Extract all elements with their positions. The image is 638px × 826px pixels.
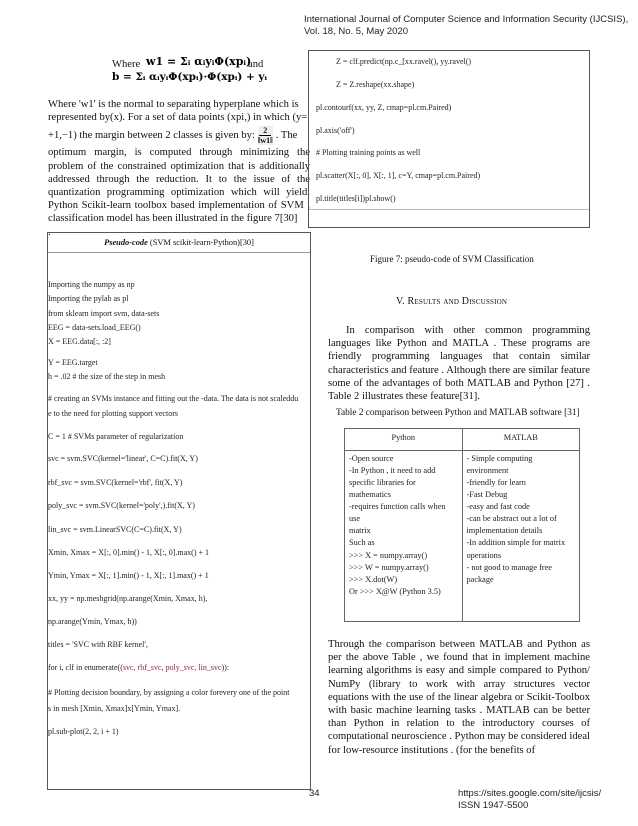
- code-text: )):: [221, 663, 230, 672]
- footer-url: https://sites.google.com/site/ijcsis/: [458, 788, 602, 799]
- code-line: X = EEG.data[:, :2]: [48, 337, 111, 346]
- code-line: xx, yy = np.meshgrid(np.arange(Xmin, Xmax, h),: [48, 594, 208, 603]
- python-line: Such as: [349, 538, 375, 548]
- code-line: # creating an SVMs instance and fitting out the -data. The data is not scaleddu: [48, 394, 299, 403]
- comparison-table: [344, 428, 580, 622]
- code-line-enumerate: [48, 662, 229, 673]
- code-line: poly_svc = svm.SVC(kernel='poly',).fit(X, Y): [48, 501, 195, 510]
- matlab-line: operations: [466, 550, 502, 560]
- equation-w1: w1 = Σᵢ αᵢyᵢΦ(xpᵢ): [146, 55, 252, 68]
- and-label: and: [248, 59, 264, 70]
- python-line: >>> W = numpy.array(): [349, 562, 429, 572]
- table-header-matlab: MATLAB: [462, 429, 580, 451]
- python-line: matrix: [349, 526, 371, 536]
- footer-info: [458, 788, 601, 812]
- svm-margin-paragraph: [48, 98, 310, 239]
- matlab-line: -Fast Debug: [466, 490, 508, 500]
- fraction-numerator: 2: [259, 126, 271, 136]
- pseudo-code-box-continued: [308, 50, 590, 228]
- code-line: pl.contourf(xx, yy, Z, cmap=pl.cm.Paired): [316, 103, 452, 112]
- table-row: [345, 450, 580, 621]
- matlab-line: package: [466, 574, 494, 584]
- matlab-cell: [462, 450, 580, 621]
- fraction-denominator: ‖w1‖: [257, 135, 273, 145]
- matlab-line: -friendly for learn: [466, 477, 526, 487]
- table-header-row: [345, 429, 580, 451]
- code-line: Importing the pylab as pl: [48, 294, 129, 303]
- python-line: >>> X.dot(W): [349, 574, 398, 584]
- pseudo-code-box: [47, 232, 311, 790]
- python-line: >>> X = numpy.array(): [349, 550, 428, 560]
- code-line: Z = Z.reshape(xx.shape): [336, 80, 415, 89]
- code-line: pl.title(titles[i])pl.show(): [316, 194, 396, 203]
- code-line: h = .02 # the size of the step in mesh: [48, 372, 166, 381]
- paragraph-line: represented by(x). For a set of data points (xpi,) in which (y=: [48, 112, 308, 124]
- paragraph-text: +1,−1) the margin between 2 classes is given by:: [48, 129, 255, 141]
- journal-name: International Journal of Computer Science and Information Security (IJCSIS),: [304, 14, 629, 25]
- matlab-line: environment: [466, 465, 509, 475]
- code-line: e to the need for plotting support vectors: [48, 409, 178, 418]
- equation-b: b = Σᵢ αᵢyᵢΦ(xpᵢ)·Φ(xpᵢ) + yᵢ: [112, 71, 268, 83]
- journal-header: [304, 14, 628, 38]
- matlab-line: - Simple computing: [466, 453, 533, 463]
- pseudo-code-title: [48, 233, 310, 253]
- box-divider: [309, 209, 589, 210]
- page-number: 34: [309, 788, 320, 799]
- code-line: titles = 'SVC with RBF kernel',: [48, 640, 148, 649]
- matlab-line: -easy and fast code: [466, 502, 530, 512]
- code-line: rbf_svc = svm.SVC(kernel='rbf', fit(X, Y): [48, 478, 183, 487]
- matlab-line: - not good to manage free: [466, 562, 552, 572]
- matlab-line: implementation details: [466, 526, 543, 536]
- python-line: -Open source: [349, 453, 394, 463]
- code-line: Importing the numpy as np: [48, 280, 135, 289]
- code-line: C = 1 # SVMs parameter of regularization: [48, 432, 184, 441]
- code-line: s in mesh [Xmin, Xmax]x[Ymin, Ymax].: [48, 704, 181, 713]
- paragraph-end: .: [48, 226, 51, 238]
- paragraph-line: Where 'w1' is the normal to separating hyperplane which is: [48, 99, 299, 110]
- table-header-python: Python: [345, 429, 463, 451]
- section-heading: V. Results and Discussion: [396, 296, 508, 307]
- python-line: Or >>> X@W (Python 3.5): [349, 586, 441, 596]
- python-cell: [345, 450, 463, 621]
- code-line: from sklearn import svm, data-sets: [48, 309, 160, 318]
- python-line: -requires function calls when use: [349, 502, 446, 524]
- title-italic: Pseudo-code: [104, 238, 148, 247]
- code-line: pl.axis('off'): [316, 126, 355, 135]
- code-line: # Plotting decision boundary, by assigning a color forevery one of the point: [48, 688, 290, 697]
- paragraph-line-fraction: [48, 124, 310, 146]
- code-line: pl.scatter(X[:, 0], X[:, 1], c=Y, cmap=pl.cm.Paired): [316, 171, 481, 180]
- matlab-line: -can be abstract out a lot of: [466, 514, 557, 524]
- code-highlight: svc, rbf_svc, poly_svc, lin_svc: [122, 663, 222, 672]
- figure-caption: Figure 7: pseudo-code of SVM Classification: [370, 254, 534, 264]
- conclusion-paragraph: Through the comparison between MATLAB and Python as per the above Table , we found that in implement machine learning algorithms is easy and simple compared to Python/ NumPy (library to work with array structures vector equations with the use of the linear algebra or Scikit-Toolbox with basic machine learning tasks . MATLAB can be better than Python in relation to the introductory courses of computational neuroscience . Python may be considered ideal for low-resource institutions . (for the benefits of: [328, 639, 590, 756]
- matlab-line: -In addition simple for matrix: [466, 538, 566, 548]
- python-line: specific libraries for mathematics: [349, 477, 416, 500]
- paragraph-text: . The: [275, 129, 298, 141]
- paragraph-rest: optimum margin, is computed through minimizing the problem of the constrained optimization that is additionally addressed through the reduction. It to the issue of the quantization programming optimization which will yield. Python Scikit-learn toolbox based implementation of SVM , classification model has been illustrated in the figure 7[30]: [48, 147, 310, 225]
- code-line: Z = clf.predict(np.c_[xx.ravel(), yy.ravel(): [336, 57, 472, 66]
- code-line: pl.sub-plot(2, 2, i + 1): [48, 727, 119, 736]
- code-line: # Plotting training points as well: [316, 148, 421, 157]
- footer-issn: ISSN 1947-5500: [458, 800, 529, 811]
- code-line: EEG = data-sets.load_EEG(): [48, 323, 141, 332]
- code-text: for i, clf in enumerate((: [48, 663, 123, 672]
- title-rest: (SVM scikit-learn-Python)[30]: [147, 238, 254, 247]
- code-line: Y = EEG.target: [48, 358, 98, 367]
- results-paragraph: In comparison with other common programming languages like Python and MATLA . These programs are friendly programming languages that contain similar characteristics and feature . Although there are similar feature some of the advantages of both MATLAB and Python [27] . Table 2 illustrates these feature[31].: [328, 325, 590, 403]
- code-line: lin_svc = svm.LinearSVC(C=C).fit(X, Y): [48, 525, 182, 534]
- code-line: Xmin, Xmax = X[:, 0].min() - 1, X[:, 0].max() + 1: [48, 548, 209, 557]
- python-line: -In Python , it need to add: [349, 465, 436, 475]
- code-line: svc = svm.SVC(kernel='linear', C=C).fit(X, Y): [48, 454, 198, 463]
- code-line: np.arange(Ymin, Ymax, h)): [48, 617, 137, 626]
- journal-volume: Vol. 18, No. 5, May 2020: [304, 26, 409, 37]
- code-line: Ymin, Ymax = X[:, 1].min() - 1, X[:, 1].max() + 1: [48, 571, 209, 580]
- table-caption: Table 2 comparison between Python and MATLAB software [31]: [336, 408, 580, 418]
- margin-fraction: [258, 126, 273, 145]
- where-label: Where: [112, 59, 141, 70]
